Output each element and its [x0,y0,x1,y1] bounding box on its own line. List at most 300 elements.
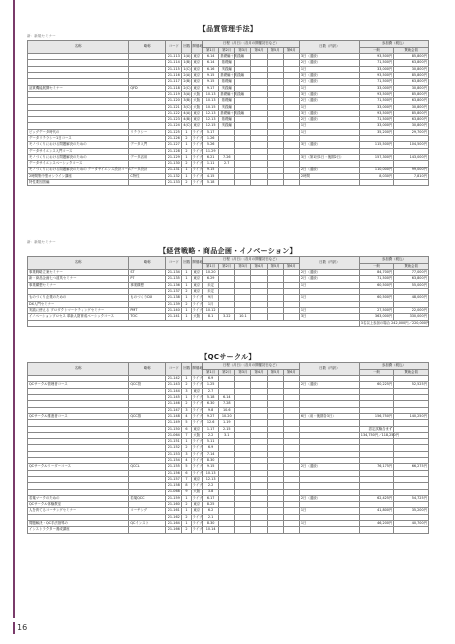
cell-venue: 大阪 [191,314,203,320]
cell-days: 1日 [299,521,359,527]
cell-venue: 東京 [191,276,203,282]
cell-member: 85,800円 [394,110,429,116]
cell-d2: 7.26 [219,154,235,160]
col-d5: 第5月 [267,369,283,376]
cell-d1: 10.13 [203,98,219,104]
cell-code: 21-142 [166,376,182,382]
cell-code: 21-131 [166,167,182,173]
col-dates: 日程（月日）（各月の開催初日など） [203,41,300,48]
col-name: 名称 [28,363,129,376]
cell-short: コーチング [129,508,166,514]
cell-d4 [251,180,267,186]
cell-code: 21-121 [166,104,182,110]
cell-code: 21-122 [166,110,182,116]
cell-d1: 5.11 [203,439,219,445]
cell-times: 3(C) [183,104,191,109]
cell-d2: 実践編 [219,123,235,129]
col-fee: 参加費（税込） [359,363,428,370]
cell-times: 1 [182,508,191,514]
cell-code: 21-119 [166,91,182,97]
cell-code: 21-134 [166,270,182,276]
cell-venue: ライブ [192,495,203,500]
table-quality [27,40,429,186]
cell-d1: 1.11 [203,161,219,167]
cell-times: 2 [182,301,191,307]
cell-d1: 6.16 [203,66,219,72]
cell-venue: ライブ [192,527,203,532]
col-name: 名称 [28,257,129,270]
cell-code: 21-141 [166,314,182,320]
cell-d2 [219,180,235,186]
cell-d1: 9月 [203,295,219,301]
cell-times: 1 [182,395,191,401]
cell-code: 21-164 [166,521,182,527]
legend-1: 新：新規セミナー [27,34,56,38]
cell-d2 [219,527,235,533]
col-d6: 第6月 [283,263,299,270]
cell-member: 104,500円 [394,142,429,148]
cell-venue: ライブ [192,445,203,450]
cell-venue: 東京 [191,79,203,85]
cell-d1: 6.14 [203,60,219,66]
fee-note: 3名以上参加の場合 242,000円／220,000円 [360,320,430,325]
cell-member: 30,800円 [394,123,429,129]
cell-venue: ライブ [192,413,203,418]
cell-general: 33,000円 [359,85,394,91]
cell-days: 2日（通続） [299,495,359,501]
cell-venue: 大阪 [191,91,203,97]
cell-name: 特性要因図編 [28,180,129,186]
cell-d1: 8.25 [203,502,219,508]
cell-venue: ライブ [192,382,203,387]
cell-d1: 9.15 [203,79,219,85]
cell-venue: 大阪 [191,104,203,110]
cell-code: 21-136 [166,282,182,288]
col-short: 略称 [129,257,166,270]
cell-venue: ライブ [192,167,203,172]
cell-d1: 未定 [203,289,219,295]
col-code: コード [166,363,182,376]
page-number-bar [13,622,15,634]
cell-short: 若葉QCC [129,495,166,501]
cell-code: 21-138 [166,295,182,301]
cell-code: 21-132 [166,173,182,179]
cell-times: 1 [182,376,191,382]
cell-times: 2 [182,148,191,154]
cell-name: 実践に使える プロダクトマーケティングセミナー [28,307,129,313]
cell-d1: 2.7 [203,388,219,394]
col-d2: 第2月 [219,47,235,54]
cell-d1: 2.2 [203,483,219,489]
cell-short: PMT [129,307,166,313]
cell-venue: 東京 [191,54,203,60]
cell-times: 4 [182,458,191,464]
col-code: コード [166,257,182,270]
cell-d1: 12.13 [203,476,219,482]
cell-code: 21-127 [166,142,182,148]
cell-days: 1日 [299,295,359,301]
cell-times: 1 [182,307,191,313]
col-d6: 第6月 [283,47,299,54]
cell-d5 [267,527,283,533]
cell-general: 134,750円／118,250円 [360,432,399,437]
col-d3: 第3月 [235,47,251,54]
cell-general: 71,500円 [359,98,394,104]
cell-code: 21-135 [166,276,182,282]
cell-d1: 6.9 [203,445,219,451]
cell-general: 60,500円 [359,295,394,301]
cell-code: 21-126 [166,136,182,142]
cell-d5 [267,180,283,186]
col-short: 略称 [129,41,166,54]
cell-code: 21-114 [166,60,182,66]
cell-venue: 東京 [191,388,203,394]
col-d4: 第4月 [251,369,267,376]
cell-short: データ活用 [129,154,166,160]
cell-short: C特性 [129,173,166,179]
cell-name: 事業戦略立案セミナー [28,270,129,276]
cell-days: 6日（前・後期各3日） [299,413,359,419]
cell-code: 21-154 [166,458,182,464]
cell-d2: 2.15 [219,426,235,432]
cell-d1: 5.18 [203,180,219,186]
cell-venue: ライブ [192,301,203,306]
cell-times: 7 [182,432,191,438]
cell-d4 [251,527,267,533]
cell-venue: 東京 [191,282,203,288]
cell-d1: 未定 [203,282,219,288]
cell-member: 22,000円 [394,307,429,313]
cell-member: 85,800円 [394,73,429,79]
cell-times: 2 [182,289,191,295]
cell-code: 21-143 [166,382,182,388]
cell-d3 [235,527,251,533]
cell-days: 1日 [299,66,359,72]
cell-days: 2日（通続） [299,276,359,282]
cell-times: 1(A) [183,54,191,59]
cell-venue: 東京 [191,476,203,482]
col-d3: 第3月 [235,263,251,270]
cell-member: 54,725円 [394,495,429,501]
cell-code: 21-113 [166,54,182,60]
cell-venue: ライブ [192,148,203,153]
cell-days [299,180,359,186]
cell-venue: 東京 [191,123,203,129]
cell-d1: 6.17 [203,495,219,501]
cell-member: 143,000円 [394,154,429,160]
cell-times: 2 [182,502,191,508]
cell-name: イノベーションプロセス 革新人財育成ベーシックコース [28,314,129,320]
cell-d1: 11.29 [203,148,219,154]
col-fee: 参加費（税込） [359,257,428,264]
cell-d1: 1.26 [203,136,219,142]
cell-venue: 東京 [191,508,203,514]
cell-venue: ライブ [192,514,203,519]
cell-general: 8,030円 [359,173,394,179]
cell-d1: 9.17 [203,85,219,91]
cell-venue: ライブ [192,395,203,400]
cell-d2: 基礎編 [219,98,235,104]
col-times: 回数 [182,257,191,270]
cell-name: 人を育てるコーチングセミナー [28,508,129,514]
cell-member: 52,525円 [394,382,429,388]
cell-code: 21-116 [166,73,182,79]
col-venue: 開催地 [191,257,203,270]
cell-d1: 1.25 [203,382,219,388]
cell-times: 4(B) [183,117,191,122]
col-d5: 第5月 [267,263,283,270]
cell-name: データリテラシー1日コース [28,136,129,142]
cell-d1: 8.1 [203,314,219,320]
cell-times: 1 [182,495,191,501]
table-strategy [27,256,429,327]
cell-member: 85,800円 [394,54,429,60]
table-qc-circle [27,362,429,534]
cell-short [129,527,166,533]
cell-days: 3日（通続） [299,91,359,97]
cell-times: 7 [182,476,191,482]
cell-code: 21-162 [166,514,182,520]
cell-code: 21-156 [166,470,182,476]
cell-name: 2時間集中型オンライン講座 [28,173,129,179]
cell-short: TOC [129,314,166,320]
cell-name: QCサークルリーダーコース [28,464,129,470]
cell-d1: 4.15 [203,173,219,179]
cell-name: ビッグデータ時代の [28,129,129,135]
cell-d1: 5.26 [203,142,219,148]
cell-short: データ入門 [129,142,166,148]
cell-times: 5 [182,420,191,426]
table-row [28,527,429,533]
cell-times: 1 [182,173,191,179]
cell-days: 2日（通続） [299,117,359,123]
cell-d2: 10.20 [219,413,235,419]
legend-2: 新：新規セミナー [27,240,56,244]
cell-venue: ライブ [192,295,203,300]
cell-short: ST [129,270,166,276]
cell-general: 33,000円 [359,104,394,110]
page-number: 16 [17,623,28,632]
cell-d6 [283,527,299,533]
cell-name: QCサークル推進者コース [28,413,129,419]
col-d4: 第4月 [251,263,267,270]
cell-member: 63,800円 [394,98,429,104]
col-venue: 開催地 [191,41,203,54]
cell-code: 21-145 [166,395,182,401]
cell-d1: 12.13 [203,117,219,123]
cell-code: 21-155 [166,464,182,470]
cell-d1: 10.14 [203,527,219,533]
cell-d1: 9.15 [203,73,219,79]
cell-d6 [283,180,299,186]
cell-d1: 9.8 [203,407,219,413]
note-row [28,320,429,326]
cell-code: 21-130 [166,161,182,167]
cell-member: 330,000円 [394,314,429,320]
cell-code: 21-159 [166,495,182,501]
cell-venue: ライブ [192,407,203,412]
cell-d1: 9.27 [203,413,219,419]
cell-times: 2 [182,401,191,407]
cell-member: 63,800円 [394,79,429,85]
cell-d1: 12.15 [203,123,219,129]
cell-venue: 大阪 [191,432,203,438]
col-venue: 開催地 [191,363,203,376]
cell-venue: ライブ [192,420,203,425]
cell-member: 30,800円 [394,66,429,72]
cell-member: 48,000円 [394,295,429,301]
cell-d2: 実践編 [219,104,235,110]
cell-venue: ライブ [192,451,203,456]
cell-venue: ライブ [192,401,203,406]
col-d2: 第2月 [219,369,235,376]
cell-short: QFD [129,85,166,91]
cell-days: 1日 [299,129,359,135]
cell-d2: 基礎編＋実践編 [220,73,244,78]
cell-days: 2時間 [299,173,359,179]
cell-short: P7 [129,276,166,282]
cell-times: 2 [182,136,191,142]
cell-code: 21-140 [166,307,182,313]
cell-general: 363,000円 [359,314,394,320]
cell-d1: 6.21 [203,154,219,160]
cell-member: 30,800円 [394,104,429,110]
cell-times: 2 [182,514,191,520]
cell-venue: ライブ [192,154,203,159]
cell-code: 21-152 [166,445,182,451]
cell-d2: 2.7 [219,161,235,167]
cell-times: 4(A) [183,110,191,115]
cell-code: 21-133 [166,180,182,186]
cell-times: 1 [182,521,191,527]
cell-code: 21-157 [166,476,182,482]
cell-d2: 基礎編 [219,60,235,66]
cell-times: 2 [182,382,191,388]
cell-general: 41,800円 [359,508,394,514]
cell-times: 1 [182,276,191,282]
seminar-table [27,40,429,186]
cell-d2: 基礎編＋実践編 [220,91,244,96]
cell-d1: 5.17 [203,129,219,135]
cell-d1: 7.14 [203,451,219,457]
cell-d1: 10.13 [203,470,219,476]
cell-general [359,527,394,533]
cell-code: 21-148 [166,413,182,419]
cell-times: 2 [182,445,191,451]
cell-days: 3日（通続） [299,142,359,148]
cell-venue: 東京 [191,73,203,79]
table-row [28,180,429,186]
cell-venue: 東京 [191,85,203,91]
cell-general: 93,500円 [359,54,394,60]
cell-times: 1 [182,129,191,135]
col-member: 賛助会員 [394,47,429,54]
cell-general: 33,000円 [359,123,394,129]
cell-member [394,180,429,186]
cell-venue: 大阪 [191,489,203,495]
cell-d1: 6.14 [203,54,219,60]
col-general: 一般 [359,369,394,376]
cell-general: 84,700円 [359,270,394,276]
col-days: 日数（内訳） [299,257,359,270]
cell-name: 問題解決・QC手法指導の [28,521,129,527]
cell-times: 3 [182,388,191,394]
col-times: 回数 [182,363,191,376]
cell-days: 1日 [299,307,359,313]
cell-times: 2 [182,527,191,533]
cell-name: 事業構想セミナー [28,282,129,288]
cell-member: 99,000円 [394,167,429,173]
col-d6: 第6月 [283,369,299,376]
cell-d1: 6.2 [203,508,219,514]
cell-name: モノづくりにおける問題解決のための [28,142,129,148]
cell-code: 21-125 [166,129,182,135]
col-times: 回数 [182,41,191,54]
cell-d1: 6.9 [203,376,219,382]
cell-d3: 10.1 [235,314,251,320]
col-d1: 第1月 [203,47,219,54]
cell-days: 3日（通続） [299,73,359,79]
cell-times: 2 [182,180,191,186]
cell-general: 93,500円 [359,73,394,79]
cell-venue: ライブ [192,161,203,166]
cell-name: データサイエンスベーシックコース [28,161,129,167]
cell-d2: 7.28 [219,401,235,407]
cell-venue: 東京 [191,110,203,116]
cell-venue: ライブ [192,307,203,312]
seminar-table [27,362,429,534]
cell-venue: ライブ [192,470,203,475]
cell-name: 品質機能展開セミナー [28,85,129,91]
col-d2: 第2月 [219,263,235,270]
cell-code: 21-146 [166,401,182,407]
cell-code: 21-158 [166,483,182,489]
cell-code: 21-150 [166,426,182,432]
cell-name: 若葉マークのための [28,495,129,501]
cell-days: 3日（通続） [299,110,359,116]
cell-d2: 3.22 [219,314,235,320]
cell-general: 60,225円 [359,382,394,388]
cell-times: 6 [182,470,191,476]
cell-venue: 東京 [191,426,203,432]
cell-d2: 基礎編 [219,79,235,85]
cell-code: 21-166 [166,527,182,533]
cell-venue: ライブ [192,376,203,381]
cell-venue: ライブ [192,457,203,462]
cell-code: 21-064 [166,432,182,438]
cell-code: 21-137 [166,289,182,295]
col-code: コード [166,41,182,54]
cell-d1: 9.15 [203,167,219,173]
cell-d1: 6.30 [203,401,219,407]
cell-venue: ライブ [192,135,203,140]
cell-general: 46,200円 [359,521,394,527]
cell-short: 事業構想 [129,282,166,288]
cell-days: 2日（通続） [299,167,359,173]
col-dates: 日程（月日）（各月の開催初日など） [203,257,300,264]
col-d5: 第5月 [267,47,283,54]
cell-times: 3 [182,407,191,413]
cell-times: 8 [182,483,191,489]
cell-d2: 10.6 [219,407,235,413]
cell-days: 2日（通続） [299,98,359,104]
cell-days: 3日（通続） [299,54,359,60]
section-title-quality: 【品質管理手法】 [198,25,258,33]
cell-short: QCCL [129,464,166,470]
cell-days: 2日（通続） [299,382,359,388]
seminar-table [27,256,429,327]
cell-d2: 1.19 [219,420,235,426]
